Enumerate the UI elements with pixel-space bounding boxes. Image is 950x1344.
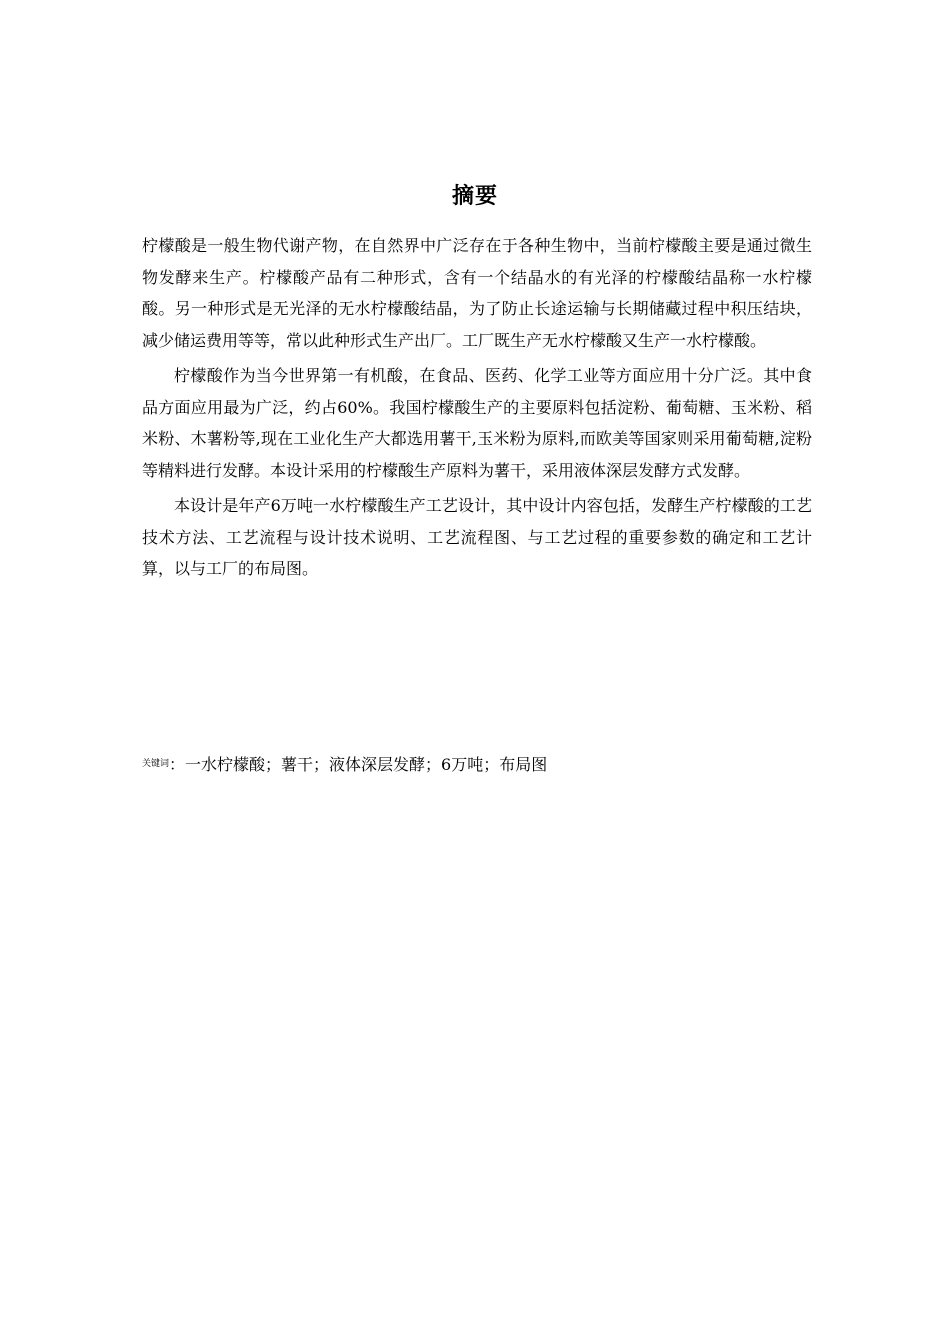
- page-title: 摘要: [451, 184, 498, 209]
- keywords-label: 关键词: [142, 759, 170, 769]
- abstract-paragraph-3: 本设计是年产6万吨一水柠檬酸生产工艺设计，其中设计内容包括，发酵生产柠檬酸的工艺技术方法、工艺流程与设计技术说明、工艺流程图、与工艺过程的重要参数的确定和工艺计算，以与工厂的布局图。: [142, 496, 812, 578]
- keywords-line: [142, 752, 812, 777]
- abstract-paragraph-2: 柠檬酸作为当今世界第一有机酸，在食品、医药、化学工业等方面应用十分广泛。其中食品方面应用最为广泛，约占60%。我国柠檬酸生产的主要原料包括淀粉、葡萄糖、玉米粉、稻米粉、木薯粉等,现在工业化生产大都选用薯干,玉米粉为原料,而欧美等国家则采用葡萄糖,淀粉等精料进行发酵。本设计采用的柠檬酸生产原料为薯干，采用液体深层发酵方式发酵。: [142, 366, 812, 480]
- abstract-paragraph-1: 柠檬酸是一般生物代谢产物，在自然界中广泛存在于各种生物中，当前柠檬酸主要是通过微生物发酵来生产。柠檬酸产品有二种形式，含有一个结晶水的有光泽的柠檬酸结晶称一水柠檬酸。另一种形式是无光泽的无水柠檬酸结晶，为了防止长途运输与长期储藏过程中积压结块，减少储运费用等等，常以此种形式生产出厂。工厂既生产无水柠檬酸又生产一水柠檬酸。: [142, 236, 812, 350]
- abstract-body: [142, 230, 812, 589]
- keywords-text: ：一水柠檬酸；薯干；液体深层发酵；6万吨；布局图: [169, 755, 548, 774]
